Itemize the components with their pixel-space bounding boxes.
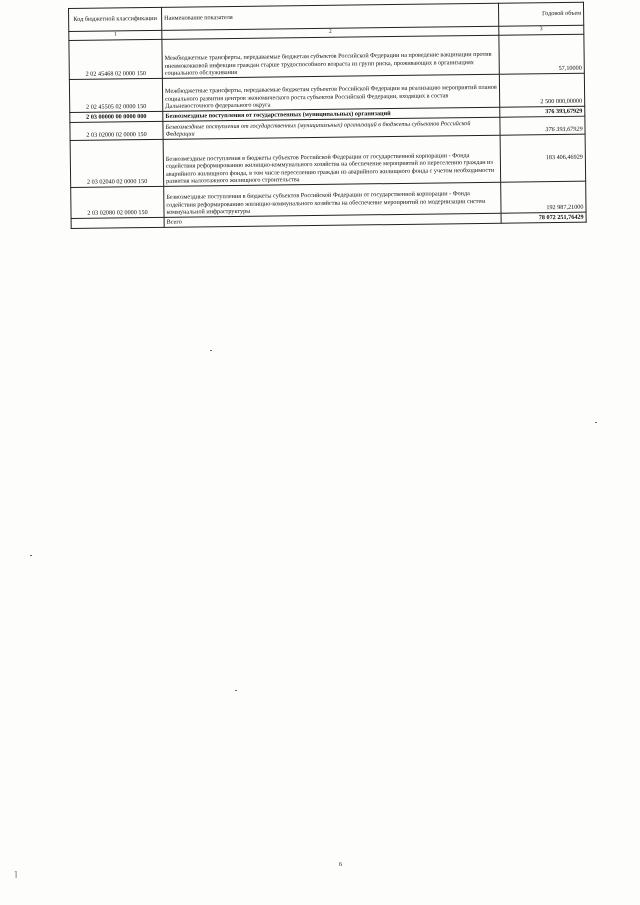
total-code-cell <box>71 217 164 228</box>
header-amount: Годовой объем <box>498 2 583 26</box>
row-amount: 57,10000 <box>499 34 584 74</box>
column-number: 3 <box>499 25 584 35</box>
column-number: 2 <box>162 26 499 39</box>
header-code: Код бюджетной классификации <box>69 7 162 31</box>
row-amount: 376 393,67929 <box>500 116 585 135</box>
scan-speck <box>235 690 237 691</box>
total-amount: 78 072 251,76429 <box>501 212 586 223</box>
row-code: 2 02 45468 02 0000 150 <box>69 39 162 79</box>
row-code: 2 02 45505 02 0000 150 <box>69 78 162 112</box>
row-name: Безвозмездные поступления в бюджеты субъектов Российской Федерации от государственной корпорации - Фонда содействия реформированию жилищно-коммунального хозяйства на обеспечение мероприятий по модернизации систем коммунальной инфраструктуры <box>164 182 501 217</box>
header-name: Наименование показателя <box>161 3 498 30</box>
scan-speck <box>595 422 597 423</box>
row-code: 2 03 02040 02 0000 150 <box>70 139 164 187</box>
row-name: Безвозмездные поступления от государственных (муниципальных) организаций в бюджеты субъектов Российской Федерации <box>163 117 500 139</box>
total-label: Всего <box>164 213 501 227</box>
scan-mark: ⌉ <box>14 870 18 879</box>
table-row <box>69 34 584 79</box>
row-code: 2 03 00000 00 0000 000 <box>70 111 163 122</box>
row-name: Межбюджетные трансферты, передаваемые бюджетам субъектов Российской Федерации на проведение вакцинации против пневмококковой инфекции граждан старше трудоспособного возраста из групп риска, проживающих в организациях социального обслуживания <box>162 35 499 78</box>
row-amount: 192 987,21000 <box>501 181 586 213</box>
row-code: 2 03 02000 02 0000 150 <box>70 121 163 140</box>
budget-table <box>68 2 587 229</box>
row-amount: 183 406,46929 <box>500 134 586 182</box>
scan-speck <box>30 555 32 556</box>
row-name: Межбюджетные трансферты, передаваемые бюджетам субъектов Российской Федерации на реализацию мероприятий планов социального развития центров экономического роста субъектов Российской Федерации, входящих в состав Дальневосточного федерального округа <box>162 74 499 111</box>
table-row <box>70 134 586 187</box>
page-number: 6 <box>339 862 342 868</box>
row-amount: 2 500 000,00000 <box>499 73 584 107</box>
row-name: Безвозмездные поступления в бюджеты субъектов Российской Федерации от государственной корпорации - Фонда содействия реформированию жилищно-коммунального хозяйства на обеспечение мероприятий по переселению граждан из аварийного жилищного фонда, в том числе переселению граждан из аварийного жилищного фонда с учетом необходимости развития малоэтажного жилищного строительства <box>163 135 501 186</box>
scan-speck <box>210 350 212 351</box>
row-code: 2 03 02080 02 0000 150 <box>71 186 164 218</box>
row-amount: 376 393,67929 <box>500 106 585 117</box>
column-number: 1 <box>69 30 162 40</box>
row-name: Безвозмездные поступления от государственных (муниципальных) организаций <box>163 107 500 121</box>
budget-table-sheet <box>68 2 583 229</box>
